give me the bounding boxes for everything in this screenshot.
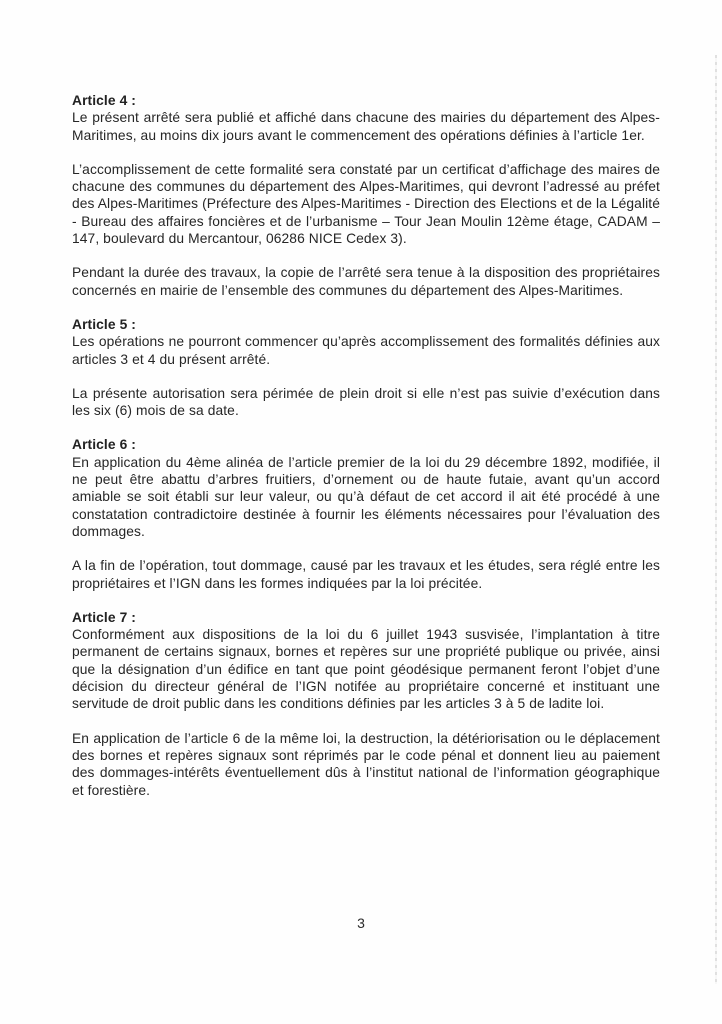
article-4-section	[72, 92, 660, 299]
article-7-paragraph-2: En application de l’article 6 de la même loi, la destruction, la détériorisation ou le déplacement des bornes et repères signaux sont réprimés par le code pénal et donnent lieu au paiement des dommages-intérêts éventuellement dûs à l’institut national de l’information géographique et forestière.	[72, 730, 660, 798]
article-6-paragraph-1: En application du 4ème alinéa de l’article premier de la loi du 29 décembre 1892, modifiée, il ne peut être abattu d’arbres fruitiers, d’ornement ou de haute futaie, avant qu’un accord amiable se soit établi sur leur valeur, ou qu’à défaut de cet accord il ait été procédé à une constatation contradictoire destinée à fournir les éléments nécessaires pour l’évaluation des dommages.	[72, 454, 660, 539]
article-7-heading: Article 7 :	[72, 609, 136, 625]
article-5-heading: Article 5 :	[72, 316, 136, 332]
article-4-heading: Article 4 :	[72, 93, 136, 108]
article-4-paragraph-3: Pendant la durée des travaux, la copie de l’arrêté sera tenue à la disposition des propriétaires concernés en mairie de l’ensemble des communes du département des Alpes-Maritimes.	[72, 265, 660, 298]
article-6-heading: Article 6 :	[72, 437, 136, 453]
article-4-paragraph-1: Le présent arrêté sera publié et affiché dans chacune des mairies du département des Alpes-Maritimes, au moins dix jours avant le commencement des opérations définies à l’article 1er.	[72, 110, 660, 143]
article-6-section	[72, 436, 660, 591]
article-5-paragraph-1: Les opérations ne pourront commencer qu’après accomplissement des formalités définies aux articles 3 et 4 du présent arrêté.	[72, 334, 660, 367]
article-5-section	[72, 316, 660, 419]
article-7-paragraph-1: Conformément aux dispositions de la loi du 6 juillet 1943 susvisée, l’implantation à titre permanent de certains signaux, bornes et repères sur une propriété publique ou privée, ainsi que la désignation d’un édifice en tant que point géodésique permanent feront l’objet d’une décision du directeur général de l’IGN notifée au propriétaire concerné et instituant une servitude de droit public dans les conditions définies par les articles 3 à 5 de ladite loi.	[72, 627, 660, 712]
article-5-paragraph-2: La présente autorisation sera périmée de plein droit si elle n’est pas suivie d’exécution dans les six (6) mois de sa date.	[72, 385, 660, 419]
article-7-section	[72, 609, 660, 799]
scan-edge-artifact	[715, 55, 717, 984]
document-content	[72, 92, 660, 799]
article-6-paragraph-2: A la fin de l’opération, tout dommage, causé par les travaux et les études, sera réglé entre les propriétaires et l’IGN dans les formes indiquées par la loi précitée.	[72, 558, 660, 591]
article-4-paragraph-2: L’accomplissement de cette formalité sera constaté par un certificat d’affichage des maires de chacune des communes du département des Alpes-Maritimes, qui devront l’adressé au préfet des Alpes-Maritimes (Préfecture des Alpes-Maritimes - Direction des Elections et de la Légalité - Bureau des affaires foncières et de l’urbanisme – Tour Jean Moulin 12ème étage, CADAM – 147, boulevard du Mercantour, 06286 NICE Cedex 3).	[72, 161, 660, 247]
page-number: 3	[357, 915, 365, 931]
